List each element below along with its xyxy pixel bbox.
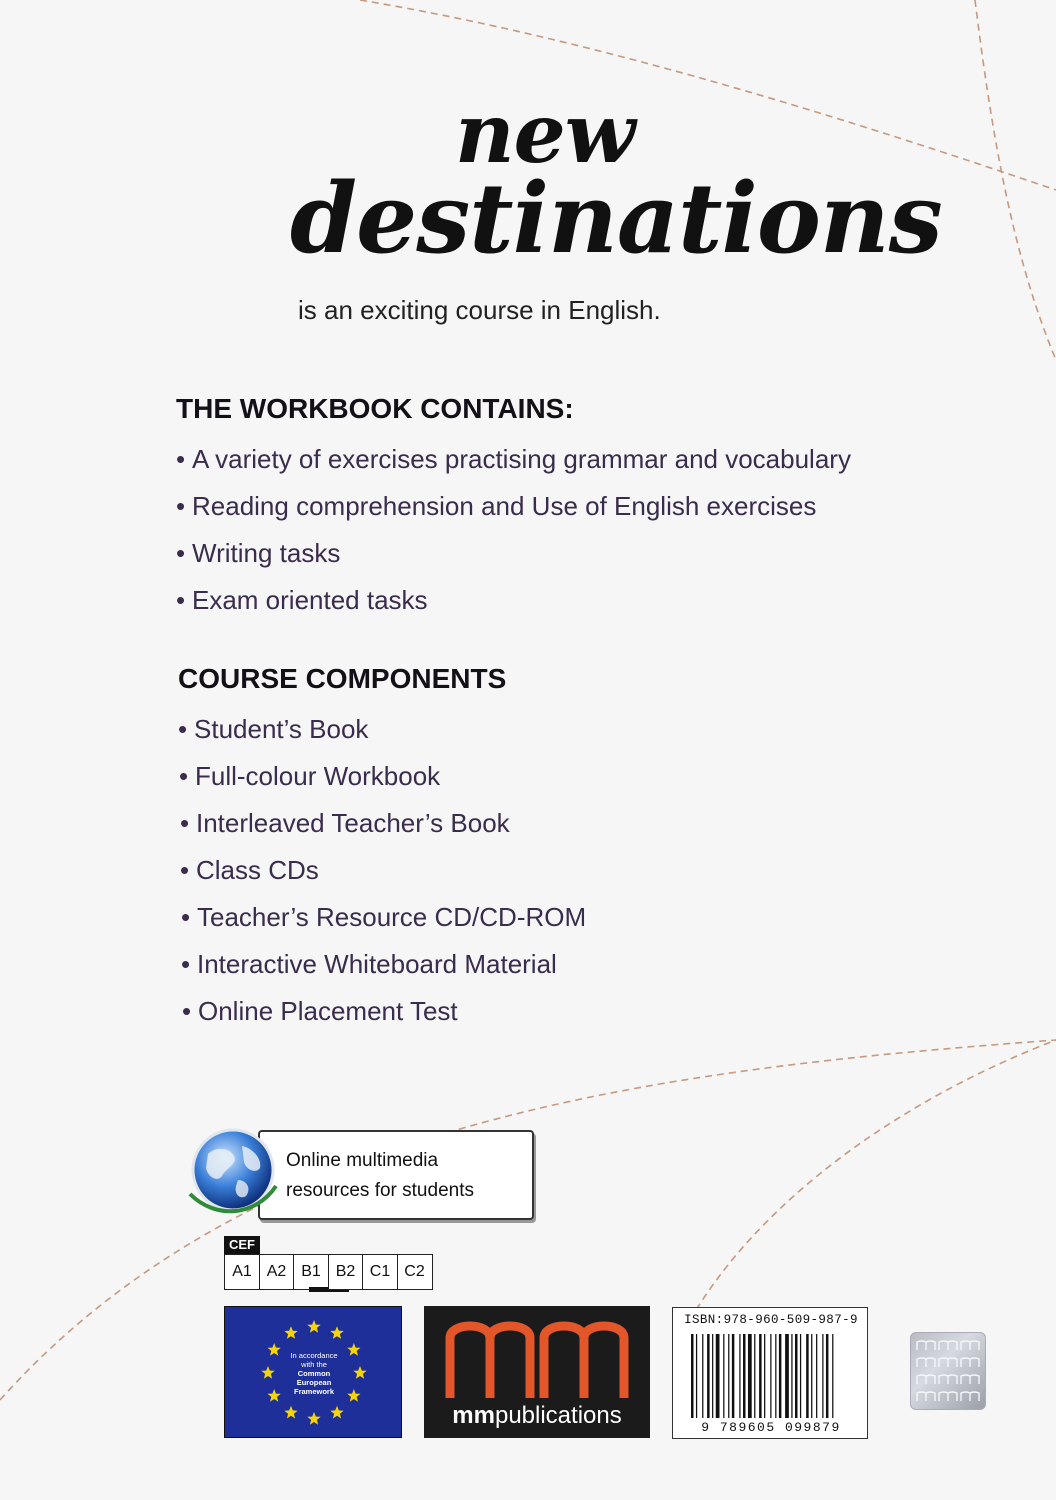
eu-text-framework: Framework [293,1387,335,1396]
hologram-book-icon [939,1358,957,1367]
barcode-bar [779,1334,782,1418]
bullet-icon: • [180,808,190,838]
cef-level-b1: B1 [293,1254,329,1290]
publisher-logo [424,1306,650,1438]
eu-text-line-4 [277,1378,351,1387]
bullet-icon: • [179,761,189,791]
list-item-label: Class CDs [196,855,319,885]
barcode-bar [764,1334,765,1418]
bullet-icon: • [180,855,190,885]
publisher-name [424,1402,650,1430]
eu-text-common: Common [297,1369,331,1378]
mm-publications-logo-icon [442,1318,632,1400]
eu-text-european: European [296,1378,332,1387]
hologram-book-icon [917,1375,935,1384]
barcode-bar [816,1334,817,1418]
eu-star-icon [330,1406,343,1419]
online-resources-line-1: Online multimedia [286,1150,439,1171]
eu-star-icon [353,1366,366,1379]
barcode-bar [791,1334,792,1418]
list-item [178,847,586,894]
cef-level-scale [224,1254,431,1290]
barcode-bar [743,1334,746,1418]
barcode-bar [691,1334,694,1418]
cef-level-a1: A1 [224,1254,260,1290]
hologram-book-icon [939,1341,957,1350]
barcode-bar [826,1334,829,1418]
barcode-bar [696,1334,697,1418]
barcode-bar [739,1334,740,1418]
list-item [176,577,851,624]
barcode-bar [712,1334,713,1418]
barcode-bar [832,1334,833,1418]
hologram-book-icon [961,1358,979,1367]
eu-star-icon [307,1320,320,1333]
eu-text-line-3 [277,1369,351,1378]
series-title-line-1: new [455,86,635,182]
barcode-icon [689,1334,857,1420]
cef-level-c2: C2 [397,1254,433,1290]
hologram-book-icon [939,1392,957,1401]
cef-level-a2: A2 [259,1254,295,1290]
barcode-bar [707,1334,710,1418]
barcode-bar [770,1334,771,1418]
publisher-suffix: publications [494,1402,622,1429]
bullet-icon: • [176,444,186,474]
list-item [176,483,851,530]
list-item-label: A variety of exercises practising grammar and vocabulary [192,444,851,474]
hologram-book-icon [939,1375,957,1384]
hologram-book-icon [917,1392,935,1401]
list-item [176,436,851,483]
eu-star-icon [284,1326,297,1339]
eu-text-line-5 [277,1387,351,1396]
online-resources-badge [258,1130,534,1220]
list-item-label: Interleaved Teacher’s Book [196,808,510,838]
barcode-bar [775,1334,776,1418]
list-item [178,753,586,800]
barcode-bar [800,1334,801,1418]
barcode-bar [759,1334,762,1418]
barcode-bar [754,1334,755,1418]
series-title-line-2: destinations [290,162,942,275]
cef-level-b2: B2 [328,1254,364,1290]
barcode-bar [716,1334,720,1418]
list-item [176,530,851,577]
bullet-icon: • [181,949,191,979]
list-item-label: Online Placement Test [198,996,458,1026]
barcode-bar [795,1334,798,1418]
list-item [178,988,586,1035]
list-item [178,941,586,988]
list-item [178,800,586,847]
list-item-label: Reading comprehension and Use of English exercises [192,491,817,521]
list-item-label: Teacher’s Resource CD/CD-ROM [197,902,587,932]
eu-star-icon [284,1406,297,1419]
list-item-label: Exam oriented tasks [192,585,428,615]
online-resources-line-2: resources for students [286,1180,474,1201]
eu-star-icon [307,1412,320,1425]
barcode-bar [811,1334,812,1418]
bullet-icon: • [176,585,186,615]
barcode-bar [785,1334,789,1418]
bullet-icon: • [181,902,191,932]
hologram-sticker [910,1332,986,1410]
hologram-book-pattern-icon [915,1337,983,1407]
barcode-bar [732,1334,735,1418]
eu-framework-text [277,1351,351,1396]
online-resources-text [286,1146,526,1206]
eu-text-line-2: with the [301,1360,327,1369]
bullet-icon: • [176,538,186,568]
list-item-label: Student’s Book [194,714,369,744]
globe-icon [186,1124,280,1220]
barcode-bar [702,1334,703,1418]
cef-label: CEF [224,1236,260,1254]
bullet-icon: • [178,714,188,744]
bullet-icon: • [182,996,192,1026]
workbook-contents-heading: THE WORKBOOK CONTAINS: [176,393,574,424]
eu-text-line-1: In accordance [290,1351,338,1360]
isbn-number: ISBN:978-960-509-987-9 [684,1313,858,1327]
hologram-book-icon [917,1341,935,1350]
course-components-heading: COURSE COMPONENTS [178,663,507,694]
list-item [178,894,586,941]
eu-star-icon [261,1366,274,1379]
european-framework-logo [224,1306,402,1438]
hologram-book-icon [917,1358,935,1367]
cef-level-c1: C1 [362,1254,398,1290]
course-components-list [178,706,586,1035]
isbn-barcode-block [672,1307,868,1439]
barcode-bar [822,1334,823,1418]
workbook-contents-list [176,436,851,624]
barcode-bar [806,1334,809,1418]
tagline: is an exciting course in English. [298,295,661,325]
list-item [178,706,586,753]
list-item-label: Full-colour Workbook [195,761,441,791]
hologram-book-icon [961,1392,979,1401]
bullet-icon: • [176,491,186,521]
barcode-bar [723,1334,724,1418]
barcode-bar [728,1334,729,1418]
list-item-label: Writing tasks [192,538,341,568]
hologram-book-icon [961,1375,979,1384]
hologram-book-icon [961,1341,979,1350]
barcode-bar [748,1334,752,1418]
barcode-digits: 9 789605 099879 [701,1420,841,1435]
publisher-prefix: mm [452,1402,495,1429]
eu-star-icon [330,1326,343,1339]
list-item-label: Interactive Whiteboard Material [197,949,557,979]
